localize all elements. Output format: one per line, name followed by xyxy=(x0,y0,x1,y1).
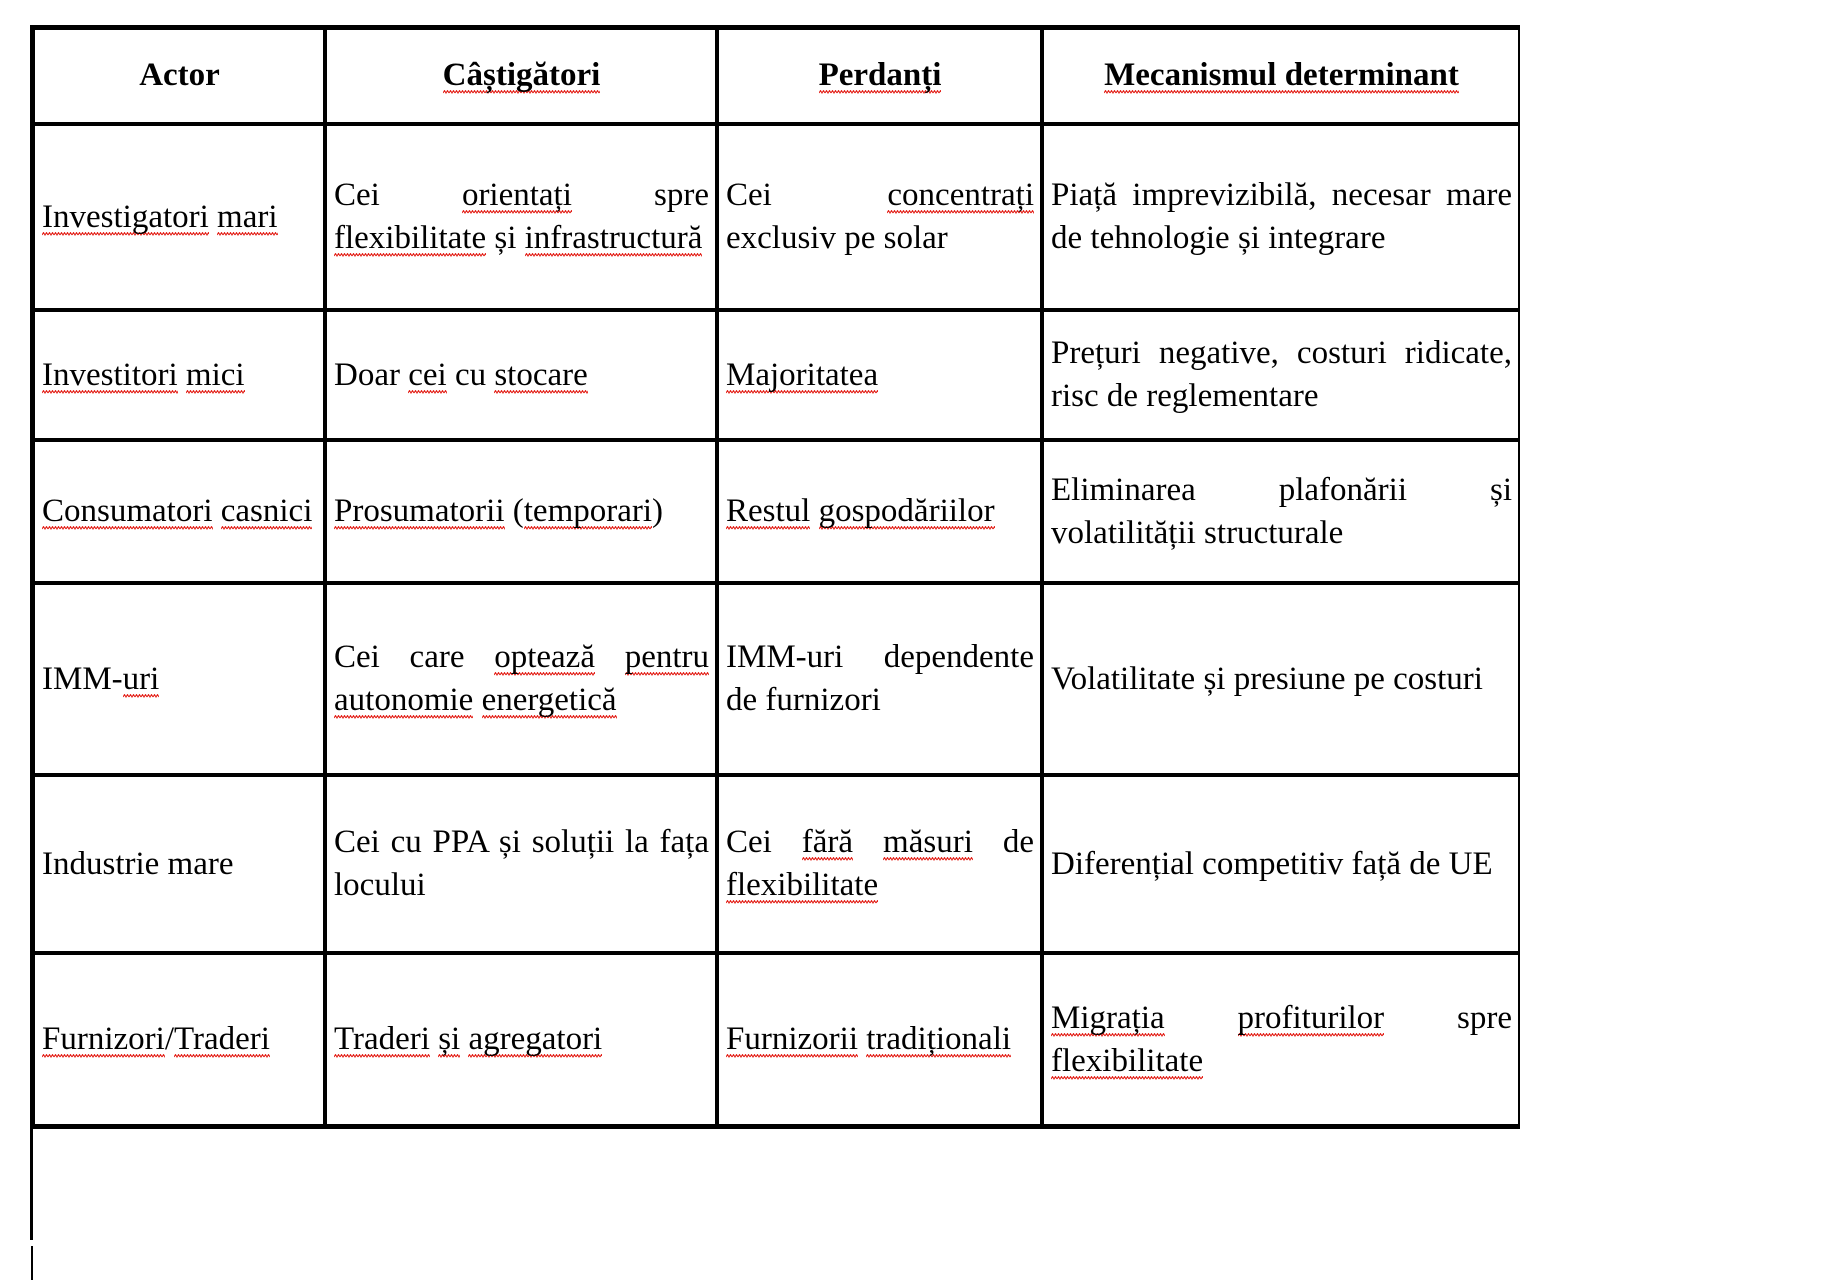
misspelled-word[interactable]: tradiționali xyxy=(866,1021,1011,1060)
misspelled-word[interactable]: pentru xyxy=(625,639,709,678)
misspelled-word[interactable]: fără xyxy=(802,824,853,863)
misspelled-word[interactable]: cei xyxy=(408,357,446,396)
misspelled-word[interactable]: energetică xyxy=(482,682,617,721)
cell-text: Cei orientați spre flexibilitate și infrastructură xyxy=(334,174,709,260)
table-row[interactable] xyxy=(33,440,1520,583)
table-header-row xyxy=(33,28,1520,124)
cell-losers[interactable] xyxy=(717,775,1042,953)
misspelled-word[interactable]: infrastructură xyxy=(525,220,703,259)
misspelled-word[interactable]: autonomie xyxy=(334,682,473,721)
misspelled-word[interactable]: uri xyxy=(123,661,160,700)
table-body xyxy=(33,124,1520,1126)
cell-actor[interactable] xyxy=(33,583,325,775)
misspelled-word[interactable]: agregatori xyxy=(468,1021,602,1060)
table-row[interactable] xyxy=(33,953,1520,1126)
cell-text: Furnizori/Traderi xyxy=(42,1018,317,1061)
cell-text: Diferențial competitiv față de UE xyxy=(1051,845,1493,882)
misspelled-word[interactable]: flexibilitate xyxy=(334,220,486,259)
cell-text: IMM-uri xyxy=(42,658,317,701)
cell-text: Piață imprevizibilă, necesar mare de tehnologie și integrare xyxy=(1051,177,1512,256)
cell-text: Migrația profiturilor spre flexibilitate xyxy=(1051,997,1512,1083)
misspelled-word: Câștigători xyxy=(443,57,601,96)
cell-text: Cei cu PPA și soluții la fața locului xyxy=(334,824,709,903)
misspelled-word[interactable]: Investitori xyxy=(42,357,178,396)
cell-text xyxy=(334,1018,709,1061)
misspelled-word[interactable]: Consumatori xyxy=(42,493,213,532)
misspelled-word[interactable]: Prosumatorii xyxy=(334,493,505,532)
misspelled-word[interactable]: optează xyxy=(494,639,595,678)
cell-winners[interactable] xyxy=(325,440,717,583)
misspelled-word[interactable]: Furnizorii xyxy=(726,1021,858,1060)
misspelled-word[interactable]: orientați xyxy=(462,177,572,216)
cell-winners[interactable] xyxy=(325,310,717,440)
cell-text: Industrie mare xyxy=(42,845,234,882)
text-cursor xyxy=(31,1246,33,1280)
misspelled-word[interactable]: Migrația xyxy=(1051,1000,1165,1039)
cell-mechanism[interactable] xyxy=(1042,583,1520,775)
misspelled-word[interactable]: Investigatori xyxy=(42,199,209,238)
cell-losers[interactable] xyxy=(717,440,1042,583)
cell-text: Cei fără măsuri de flexibilitate xyxy=(726,821,1034,907)
misspelled-word[interactable]: flexibilitate xyxy=(726,867,878,906)
cell-winners[interactable] xyxy=(325,124,717,310)
cell-actor[interactable] xyxy=(33,953,325,1126)
misspelled-word[interactable]: Traderi xyxy=(174,1021,270,1060)
table-header xyxy=(33,28,1520,124)
column-header-winners[interactable] xyxy=(325,28,717,124)
cell-actor[interactable] xyxy=(33,440,325,583)
column-header-label: Actor xyxy=(139,56,220,93)
misspelled-word[interactable]: Traderi xyxy=(334,1021,430,1060)
cell-actor[interactable] xyxy=(33,124,325,310)
cell-text: Volatilitate și presiune pe costuri xyxy=(1051,660,1483,697)
misspelled-word[interactable]: casnici xyxy=(221,493,313,532)
misspelled-word[interactable]: gospodăriilor xyxy=(819,493,995,532)
column-header-mechanism[interactable] xyxy=(1042,28,1520,124)
cell-mechanism[interactable] xyxy=(1042,953,1520,1126)
misspelled-word[interactable]: concentrați xyxy=(887,177,1034,216)
misspelled-word: Mecanismul determinant xyxy=(1104,57,1459,96)
cell-text: Doar cei cu stocare xyxy=(334,354,709,397)
misspelled-word[interactable]: profiturilor xyxy=(1238,1000,1385,1039)
cell-text: Prosumatorii (temporari) xyxy=(334,490,709,533)
cell-text: Cei concentrați exclusiv pe solar xyxy=(726,177,1034,256)
cell-text xyxy=(42,490,317,533)
table-row[interactable] xyxy=(33,310,1520,440)
cell-winners[interactable] xyxy=(325,953,717,1126)
misspelled-word[interactable]: temporari xyxy=(524,493,652,532)
cell-text: Cei care optează pentru autonomie energetică xyxy=(334,636,709,722)
misspelled-word[interactable]: Restul xyxy=(726,493,810,532)
cell-mechanism[interactable] xyxy=(1042,440,1520,583)
table-row[interactable] xyxy=(33,124,1520,310)
cell-text xyxy=(726,354,1034,397)
table-row[interactable] xyxy=(33,775,1520,953)
cell-mechanism[interactable] xyxy=(1042,124,1520,310)
table-row[interactable] xyxy=(33,583,1520,775)
misspelled-word: Perdanți xyxy=(819,57,942,96)
cell-losers[interactable] xyxy=(717,583,1042,775)
misspelled-word[interactable]: Majoritatea xyxy=(726,357,878,396)
cell-losers[interactable] xyxy=(717,310,1042,440)
misspelled-word[interactable]: și xyxy=(438,1021,460,1060)
column-header-losers[interactable] xyxy=(717,28,1042,124)
misspelled-word[interactable]: măsuri xyxy=(883,824,973,863)
cell-actor[interactable] xyxy=(33,775,325,953)
misspelled-word[interactable]: flexibilitate xyxy=(1051,1043,1203,1082)
cell-text: Eliminarea plafonării și volatilității structurale xyxy=(1051,471,1512,551)
misspelled-word[interactable]: mari xyxy=(217,199,277,238)
cell-losers[interactable] xyxy=(717,124,1042,310)
cell-text xyxy=(726,490,1034,533)
winners-losers-table[interactable] xyxy=(33,25,1520,1129)
cell-losers[interactable] xyxy=(717,953,1042,1126)
misspelled-word[interactable]: stocare xyxy=(494,357,587,396)
cell-actor[interactable] xyxy=(33,310,325,440)
cell-text xyxy=(42,196,317,239)
cell-mechanism[interactable] xyxy=(1042,775,1520,953)
misspelled-word[interactable]: Furnizori xyxy=(42,1021,165,1060)
cell-winners[interactable] xyxy=(325,775,717,953)
cell-mechanism[interactable] xyxy=(1042,310,1520,440)
cell-winners[interactable] xyxy=(325,583,717,775)
misspelled-word[interactable]: mici xyxy=(186,357,245,396)
cell-text: Prețuri negative, costuri ridicate, risc de reglementare xyxy=(1051,335,1512,414)
cell-text xyxy=(42,354,317,397)
column-header-actor[interactable] xyxy=(33,28,325,124)
cell-text xyxy=(726,1018,1034,1061)
cell-text: IMM-uri dependente de furnizori xyxy=(726,639,1034,718)
